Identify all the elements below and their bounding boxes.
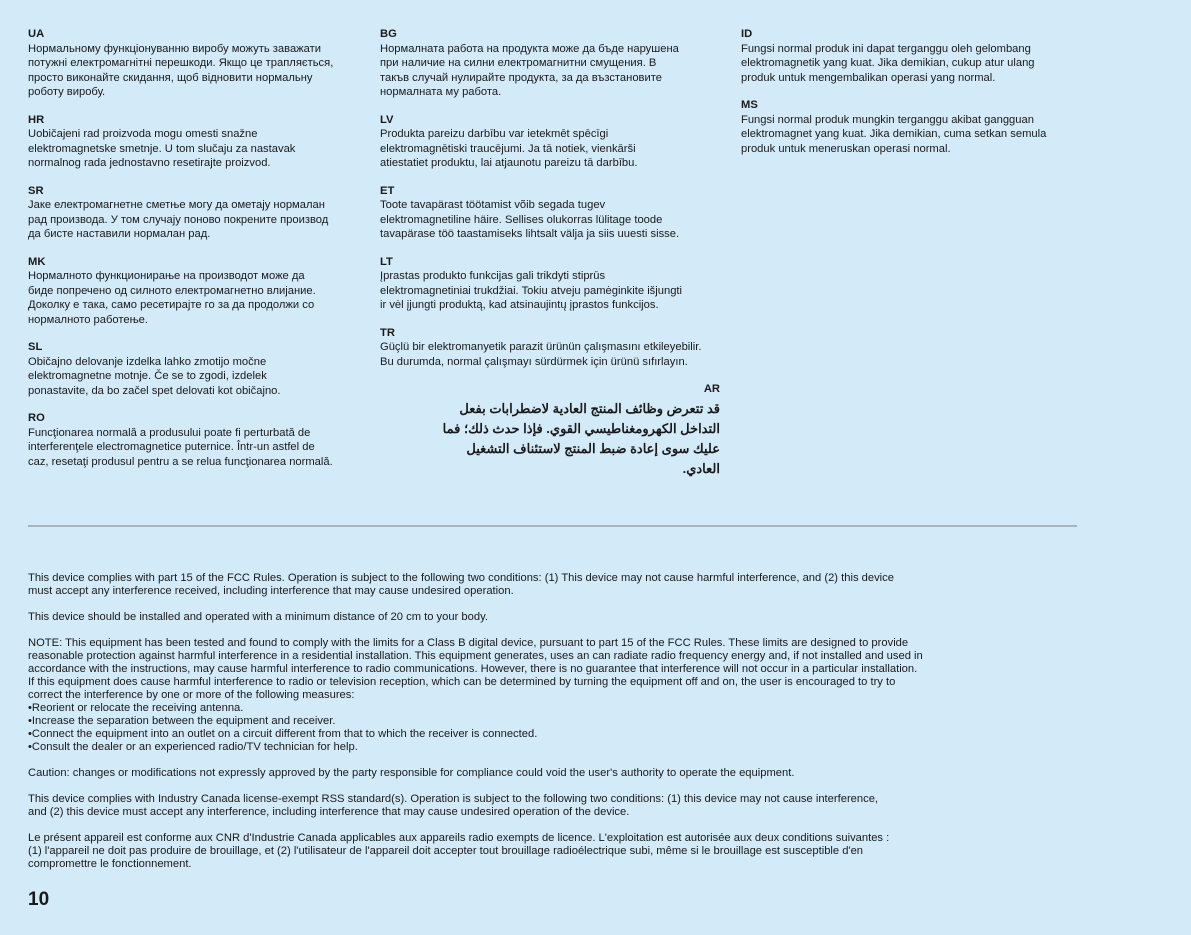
language-text: Produkta pareizu darbību var ietekmēt spēcīgi elektromagnētiski traucējumi. Ja tā notiek, vienkārši atiestatiet produktu, lai atjaunotu pareizu tā darbību. (380, 128, 638, 169)
language-section-hr (28, 113, 373, 171)
language-column-2 (380, 27, 725, 492)
language-code: ID (741, 28, 753, 40)
language-code: BG (380, 28, 397, 40)
language-code: RO (28, 412, 45, 424)
measure-item: • Consult the dealer or an experienced radio/TV technician for help. (28, 741, 1088, 754)
industry-canada-french: Le présent appareil est conforme aux CNR d'Industrie Canada applicables aux appareils radio exempts de licence. L'exploitation est autorisée aux deux conditions suivantes : (1) l'appareil ne doit pas produire de brouillage, et (2) l'utilisateur de l'appareil doit accepter tout brouillage radioélectrique subi, même si le brouillage est susceptible d'en compromettre le fonctionnement. (28, 832, 890, 870)
language-text: قد تتعرض وظائف المنتج العادية لاضطرابات بفعل التداخل الكهرومغناطيسي القوي. فإذا حدث ذلك؛ فما عليك سوى إعادة ضبط المنتج لاستئناف التشغيل العادي. (442, 400, 720, 476)
language-code: LT (380, 255, 393, 268)
language-section-ua (28, 27, 373, 100)
regulatory-statements (28, 572, 1088, 884)
language-section-lt (380, 255, 725, 313)
language-text: Fungsi normal produk mungkin terganggu akibat gangguan elektromagnet yang kuat. Jika demikian, cuma setkan semula produk untuk meneruskan operasi normal. (741, 113, 1047, 155)
language-section-sr (28, 184, 373, 242)
language-text: Нормалното функционирање на производот може да биде попречено од силното електромагнетно влијание. Доколку е така, само ресетирајте го за да продолжи со нормалното работење. (28, 270, 316, 326)
rf-exposure-statement: This device should be installed and operated with a minimum distance of 20 cm to your body. (28, 611, 488, 623)
measure-item: • Connect the equipment into an outlet on a circuit different from that to which the receiver is connected. (28, 728, 1088, 741)
language-section-tr (380, 326, 725, 370)
language-section-sl (28, 340, 373, 398)
language-section-mk (28, 255, 373, 328)
language-text: Fungsi normal produk ini dapat terganggu oleh gelombang elektromagnetik yang kuat. Jika demikian, cukup atur ulang produk untuk mengembalikan operasi yang normal. (741, 42, 1035, 84)
language-code: MS (741, 99, 758, 111)
measure-item: • Increase the separation between the equipment and receiver. (28, 715, 1088, 728)
language-section-ro (28, 411, 373, 469)
language-code: TR (380, 326, 395, 339)
language-code: SL (28, 341, 43, 353)
language-text: Нормальному функціонуванню виробу можуть заважати потужні електромагнітні перешкоди. Якщо це трапляється, просто виконайте скидання, щоб відновити нормальну роботу виробу. (28, 42, 334, 98)
fcc-statement: This device complies with part 15 of the FCC Rules. Operation is subject to the following two conditions: (1) This device may not cause harmful interference, and (2) this device must accept any interference received, including interference that may cause undesired operation. (28, 572, 894, 597)
language-text: Uobičajeni rad proizvoda mogu omesti snažne elektromagnetske smetnje. U tom slučaju za nastavak normalnog rada jednostavno resetirajte proizvod. (28, 128, 296, 169)
language-code: LV (380, 113, 394, 126)
language-section-et (380, 184, 725, 242)
language-code: MK (28, 255, 46, 268)
fcc-note: NOTE: This equipment has been tested and found to comply with the limits for a Class B digital device, pursuant to part 15 of the FCC Rules. These limits are designed to provide reasonable protection against harmful interference in a residential installation. This equipment generates, uses an can radiate radio frequency energy and, if not installed and used in accordance with the instructions, may cause harmful interference to radio communications. However, there is no guarantee that interference will not occur in a particular installation. If this equipment does cause harmful interference to radio or television reception, which can be determined by turning the equipment off and on, the user is encouraged to try to correct the interference by one or more of the following measures: (28, 637, 923, 701)
language-text: Нормалната работа на продукта може да бъде нарушена при наличие на силни електромагнитни смущения. В такъв случай нулирайте продукта, за да възстановите нормалната му работа. (380, 42, 679, 98)
page-number: 10 (28, 889, 50, 910)
language-section-ar (380, 382, 720, 479)
language-text: Јаке електромагнетне сметње могу да ометају нормалан рад производа. У том случају поново покрените производ да бисте наставили нормалан рад. (28, 199, 329, 240)
language-section-lv (380, 113, 725, 171)
language-code: AR (703, 383, 720, 395)
language-text: Funcţionarea normală a produsului poate fi perturbată de interferenţele electromagnetice puternice. Într-un astfel de caz, resetaţi produsul pentru a se relua funcţionarea normală. (28, 426, 333, 468)
language-text: Toote tavapärast töötamist võib segada tugev elektromagnetiline häire. Sellises olukorras lülitage toode tavapärase töö taastamiseks lihtsalt välja ja siis uuesti sisse. (380, 199, 680, 240)
language-code: SR (28, 184, 44, 197)
section-divider (28, 525, 1077, 527)
language-text: Običajno delovanje izdelka lahko zmotijo močne elektromagnetne motnje. Če se to zgodi, izdelek ponastavite, da bo začel spet delovati kot običajno. (28, 355, 281, 397)
language-code: HR (28, 113, 45, 126)
language-section-bg (380, 27, 725, 100)
language-section-ms (741, 98, 1086, 156)
language-text: Güçlü bir elektromanyetik parazit ürünün çalışmasını etkileyebilir. Bu durumda, normal çalışmayı sürdürmek için ürünü sıfırlayın. (380, 341, 702, 368)
industry-canada-english: This device complies with Industry Canada license-exempt RSS standard(s). Operation is subject to the following two conditions: (1) this device may not cause interference, and (2) this device must accept any interference, including interference that may cause undesired operation of the device. (28, 793, 879, 818)
caution-statement: Caution: changes or modifications not expressly approved by the party responsible for compliance could void the user's authority to operate the equipment. (28, 767, 795, 779)
language-code: ET (380, 184, 395, 197)
measure-item: • Reorient or relocate the receiving antenna. (28, 702, 1088, 715)
language-section-id (741, 27, 1086, 85)
language-column-1 (28, 27, 373, 482)
language-code: UA (28, 28, 45, 40)
measures-list (28, 702, 1088, 754)
language-text: Įprastas produkto funkcijas gali trikdyti stiprūs elektromagnetiniai trukdžiai. Tokiu atveju pamėginkite išjungti ir vėl įjungti produktą, kad atsinaujintų įprastos funkcijos. (380, 270, 683, 311)
language-column-3 (741, 27, 1086, 169)
